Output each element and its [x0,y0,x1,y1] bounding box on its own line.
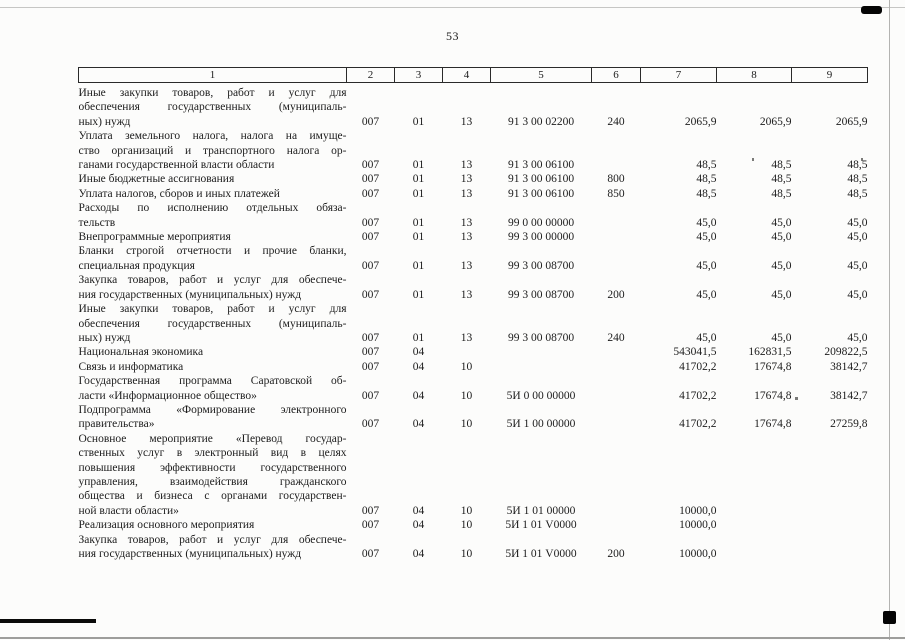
cell-col-2: 007 [361,360,380,373]
cell-col-9: 45,0 [847,331,868,344]
description-line: ганами государственной власти области [78,159,275,172]
cell-col-4: 10 [460,548,473,560]
cell-col-2: 007 [361,187,380,200]
description-line: Связь и информатика [78,360,184,373]
description-line: Иные закупки товаров, работ и услуг для [78,303,347,316]
header-cell-9: 9 [792,68,868,83]
cell-description [79,345,347,359]
table-row [79,360,868,374]
cell-col-3: 01 [412,216,425,229]
cell-col-4: 10 [460,389,473,402]
cell-description [79,302,347,345]
cell-description [79,432,347,518]
table-row [79,187,868,201]
cell-col-7: 45,0 [696,231,717,244]
cell-col-3: 04 [412,519,425,532]
header-cell-3: 3 [395,68,443,83]
description-line: управления, взаимодействия гражданского [78,475,347,488]
cell-col-6 [592,129,641,172]
cell-col-9 [792,518,868,532]
cell-col-5 [491,360,592,374]
cell-description [79,360,347,374]
table-row [79,172,868,186]
page-number: 53 [446,29,459,43]
cell-description [79,374,347,403]
table-row [79,345,868,359]
cell-col-9: 2065,9 [835,115,868,128]
cell-description [79,201,347,230]
cell-col-6 [592,230,641,244]
header-cell-8: 8 [717,68,792,83]
cell-col-8: 17674,8 [754,360,792,373]
description-line: Национальная экономика [78,346,204,359]
scan-artifact-right-edge-line [889,0,890,640]
cell-description [79,129,347,172]
cell-col-9: 209822,5 [824,346,868,359]
cell-col-6: 240 [607,331,625,344]
table-row [79,244,868,273]
cell-col-8: 162831,5 [748,346,792,359]
cell-col-9: 38142,7 [830,360,868,373]
cell-col-4: 13 [460,173,473,186]
cell-col-5: 99 3 00 00000 [507,231,575,244]
cell-col-4: 13 [460,288,473,301]
table-header-row [79,68,868,83]
cell-col-7: 45,0 [696,216,717,229]
description-line: ных) нужд [78,331,131,344]
cell-col-6 [592,518,641,532]
cell-col-4: 10 [460,360,473,373]
description-line: ласти «Информационное общество» [78,389,257,402]
table-row [79,83,868,130]
cell-col-4: 13 [460,216,473,229]
cell-col-7: 543041,5 [673,346,717,359]
cell-col-6: 800 [607,173,625,186]
cell-col-4: 13 [460,331,473,344]
cell-col-5: 99 3 00 08700 [507,259,575,272]
description-line: обеспечения государственных (муниципаль- [78,101,347,114]
cell-col-6 [592,360,641,374]
cell-col-4: 13 [460,187,473,200]
cell-col-9 [792,533,868,562]
cell-col-4: 10 [460,504,473,517]
cell-col-3: 01 [412,331,425,344]
cell-col-5: 5И 1 01 00000 [506,504,576,517]
cell-col-8: 2065,9 [759,115,792,128]
cell-col-4: 13 [460,115,473,128]
cell-col-3: 01 [412,115,425,128]
cell-col-2: 007 [361,115,380,128]
description-line: Реализация основного мероприятия [78,519,255,532]
cell-col-7: 45,0 [696,288,717,301]
table-row [79,129,868,172]
cell-col-3: 01 [412,231,425,244]
cell-col-3: 04 [412,360,425,373]
cell-col-8: 45,0 [771,331,792,344]
cell-col-5 [491,345,592,359]
cell-col-9: 38142,7 [830,389,868,402]
description-line: повышения эффективности государственного [78,461,347,474]
cell-col-6 [592,345,641,359]
cell-col-5: 99 3 00 08700 [507,288,575,301]
description-line: Расходы по исполнению отдельных обяза- [78,202,347,215]
cell-description [79,403,347,432]
description-line: тельств [78,216,116,229]
description-line: правительства» [78,418,155,431]
cell-col-4: 13 [460,159,473,172]
cell-col-2: 007 [361,504,380,517]
cell-col-8: 17674,8 [754,389,792,402]
cell-col-3: 04 [412,346,425,359]
cell-col-9 [792,432,868,518]
cell-col-2: 007 [361,216,380,229]
cell-col-7: 10000,0 [679,548,717,560]
cell-col-7: 10000,0 [679,504,717,517]
cell-col-3: 01 [412,187,425,200]
description-line: Бланки строгой отчетности и прочие бланки, [78,245,347,258]
cell-col-3: 04 [412,548,425,560]
cell-col-4: 10 [460,519,473,532]
cell-col-6 [592,403,641,432]
cell-col-4: 13 [460,259,473,272]
budget-table [78,67,868,561]
description-line: обеспечения государственных (муниципаль- [78,317,347,330]
scan-artifact-bottom-left-bar [0,619,96,623]
table-row [79,403,868,432]
cell-col-7: 48,5 [696,173,717,186]
description-line: ственных услуг в электронный вид в целях [78,447,347,460]
cell-col-8 [717,518,792,532]
cell-col-8: 45,0 [771,259,792,272]
description-line: Внепрограммные мероприятия [78,231,231,244]
cell-col-8: 48,5 [771,173,792,186]
description-line: ство организаций и транспортного налога ор- [78,144,347,157]
cell-col-6 [592,374,641,403]
cell-col-9: 27259,8 [830,418,868,431]
table-header [79,68,868,83]
description-line: Иные закупки товаров, работ и услуг для [78,87,347,99]
description-line: Государственная программа Саратовской об- [78,375,347,388]
cell-description [79,230,347,244]
cell-col-6: 200 [607,288,625,301]
cell-col-7: 2065,9 [684,115,717,128]
table-row [79,302,868,345]
cell-description [79,187,347,201]
cell-col-3: 04 [412,389,425,402]
cell-col-5: 5И 1 00 00000 [506,418,576,431]
cell-col-3: 04 [412,504,425,517]
cell-col-7: 41702,2 [679,360,717,373]
cell-col-7: 10000,0 [679,519,717,532]
budget-table-container [78,67,868,561]
table-row [79,518,868,532]
description-line: Основное мероприятие «Перевод государ- [78,432,347,445]
cell-col-3: 01 [412,259,425,272]
description-line: ния государственных (муниципальных) нужд [78,548,302,560]
cell-col-2: 007 [361,519,380,532]
cell-col-5: 5И 1 01 V0000 [505,519,577,532]
cell-col-2: 007 [361,331,380,344]
cell-col-3: 01 [412,288,425,301]
budget-table-body [79,83,868,562]
cell-col-8: 45,0 [771,231,792,244]
cell-col-6 [592,201,641,230]
cell-description [79,244,347,273]
cell-col-3: 01 [412,173,425,186]
scan-artifact-bottom-line [0,637,905,639]
cell-col-2: 007 [361,173,380,186]
header-cell-6: 6 [592,68,641,83]
cell-col-4 [443,345,491,359]
cell-col-9: 48,5 [847,159,868,172]
cell-col-5: 5И 1 01 V0000 [505,548,577,560]
cell-col-2: 007 [361,346,380,359]
cell-description [79,83,347,130]
description-line: Подпрограмма «Формирование электронного [78,403,347,416]
cell-col-8: 17674,8 [754,418,792,431]
cell-col-9: 48,5 [847,173,868,186]
cell-col-7: 41702,2 [679,389,717,402]
table-row [79,273,868,302]
cell-col-8 [717,533,792,562]
description-line: Уплата земельного налога, налога на имуще- [78,130,347,143]
description-line: Закупка товаров, работ и услуг для обеспече- [78,533,347,546]
cell-col-5: 91 3 00 06100 [507,187,575,200]
cell-col-5: 91 3 00 06100 [507,173,575,186]
cell-col-9: 48,5 [847,187,868,200]
cell-col-8: 45,0 [771,288,792,301]
cell-col-6: 200 [607,548,625,560]
cell-col-6: 850 [607,187,625,200]
cell-col-4: 13 [460,231,473,244]
table-row [79,432,868,518]
cell-col-6: 240 [607,115,625,128]
cell-col-9: 45,0 [847,231,868,244]
cell-col-5: 99 0 00 00000 [507,216,575,229]
cell-col-7: 41702,2 [679,418,717,431]
cell-col-2: 007 [361,418,380,431]
header-cell-4: 4 [443,68,491,83]
cell-col-8: 48,5 [771,159,792,172]
cell-col-5: 99 3 00 08700 [507,331,575,344]
cell-col-5: 91 3 00 02200 [507,115,575,128]
scan-artifact-blob-bottom-right [883,611,896,624]
cell-col-8: 48,5 [771,187,792,200]
description-line: Закупка товаров, работ и услуг для обеспече- [78,274,347,287]
cell-col-7: 45,0 [696,259,717,272]
description-line: Уплата налогов, сборов и иных платежей [78,187,280,200]
description-line: ных) нужд [78,115,131,128]
cell-col-2: 007 [361,159,380,172]
cell-col-3: 04 [412,418,425,431]
scan-artifact-blob-top-right [861,6,882,14]
header-cell-5: 5 [491,68,592,83]
description-line: Иные бюджетные ассигнования [78,173,235,186]
cell-col-7: 45,0 [696,331,717,344]
cell-description [79,533,347,562]
description-line: специальная продукция [78,259,195,272]
cell-col-8: 45,0 [771,216,792,229]
cell-col-2: 007 [361,389,380,402]
cell-col-2: 007 [361,259,380,272]
cell-description [79,273,347,302]
header-cell-7: 7 [641,68,717,83]
cell-col-5: 5И 0 00 00000 [506,389,576,402]
cell-col-4: 10 [460,418,473,431]
cell-col-9: 45,0 [847,259,868,272]
cell-col-7: 48,5 [696,159,717,172]
header-cell-2: 2 [347,68,395,83]
cell-col-6 [592,244,641,273]
cell-col-2: 007 [361,548,380,560]
cell-col-9: 45,0 [847,216,868,229]
table-row [79,374,868,403]
cell-col-2: 007 [361,288,380,301]
scan-artifact-top-line [0,7,905,8]
table-row [79,533,868,562]
cell-col-6 [592,432,641,518]
cell-col-9: 45,0 [847,288,868,301]
header-cell-1: 1 [79,68,347,83]
cell-col-8 [717,432,792,518]
cell-description [79,518,347,532]
cell-col-2: 007 [361,231,380,244]
cell-col-5: 91 3 00 06100 [507,159,575,172]
cell-col-3: 01 [412,159,425,172]
description-line: ной власти области» [78,504,179,517]
cell-col-7: 48,5 [696,187,717,200]
table-row [79,201,868,230]
description-line: общества и бизнеса с органами государствен- [78,490,347,503]
cell-description [79,172,347,186]
description-line: ния государственных (муниципальных) нужд [78,288,302,301]
table-row [79,230,868,244]
